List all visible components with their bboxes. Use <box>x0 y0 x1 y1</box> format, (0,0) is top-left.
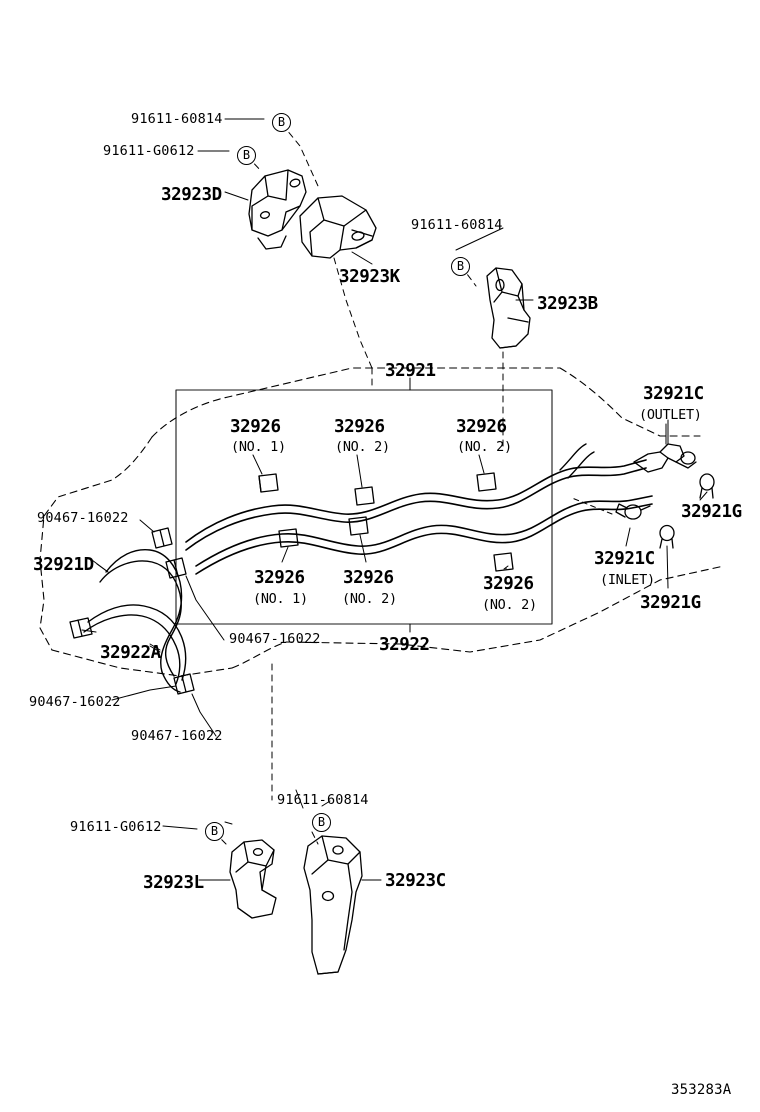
part-label-32923l: 32923L <box>143 873 204 893</box>
part-label-90467-16022-b: 90467-16022 <box>229 631 321 647</box>
part-label-32926-d-note: (NO. 1) <box>253 591 308 607</box>
part-label-32926-c: 32926 <box>456 417 507 437</box>
marker-b-icon-1: B <box>272 113 291 132</box>
part-label-32923k: 32923K <box>339 267 400 287</box>
part-label-32926-b-note: (NO. 2) <box>335 439 390 455</box>
part-label-32922: 32922 <box>379 635 430 655</box>
part-label-32921c-outlet: 32921C <box>643 384 704 404</box>
part-label-32926-b: 32926 <box>334 417 385 437</box>
part-label-91611-g0612-bottom: 91611-G0612 <box>70 819 162 835</box>
part-label-32921g-bottom: 32921G <box>640 593 701 613</box>
part-label-32923d: 32923D <box>161 185 222 205</box>
part-label-91611-60814-bottom: 91611-60814 <box>277 792 369 808</box>
part-label-91611-60814-mid: 91611-60814 <box>411 217 503 233</box>
part-label-32926-e: 32926 <box>343 568 394 588</box>
part-label-32922a: 32922A <box>100 643 161 663</box>
part-label-32923c: 32923C <box>385 871 446 891</box>
marker-b-icon-4: B <box>312 813 331 832</box>
part-label-32921: 32921 <box>385 361 436 381</box>
part-label-inlet-note: (INLET) <box>600 572 655 588</box>
part-label-91611-g0612-top: 91611-G0612 <box>103 143 195 159</box>
part-label-32926-e-note: (NO. 2) <box>342 591 397 607</box>
marker-b-icon-5: B <box>205 822 224 841</box>
part-label-32923b: 32923B <box>537 294 598 314</box>
part-label-32926-f: 32926 <box>483 574 534 594</box>
marker-b-icon-3: B <box>451 257 470 276</box>
part-label-90467-16022-d: 90467-16022 <box>131 728 223 744</box>
part-label-32926-a: 32926 <box>230 417 281 437</box>
part-label-32921d: 32921D <box>33 555 94 575</box>
part-label-32926-f-note: (NO. 2) <box>482 597 537 613</box>
sheet-code: 353283A <box>671 1082 732 1098</box>
part-label-91611-60814-top: 91611-60814 <box>131 111 223 127</box>
part-label-outlet-note: (OUTLET) <box>639 407 702 423</box>
part-label-90467-16022-a: 90467-16022 <box>37 510 129 526</box>
part-label-32921g-top: 32921G <box>681 502 742 522</box>
part-label-32926-d: 32926 <box>254 568 305 588</box>
part-label-32921c-inlet: 32921C <box>594 549 655 569</box>
marker-b-icon-2: B <box>237 146 256 165</box>
part-label-32926-a-note: (NO. 1) <box>231 439 286 455</box>
part-label-32926-c-note: (NO. 2) <box>457 439 512 455</box>
part-label-90467-16022-c: 90467-16022 <box>29 694 121 710</box>
